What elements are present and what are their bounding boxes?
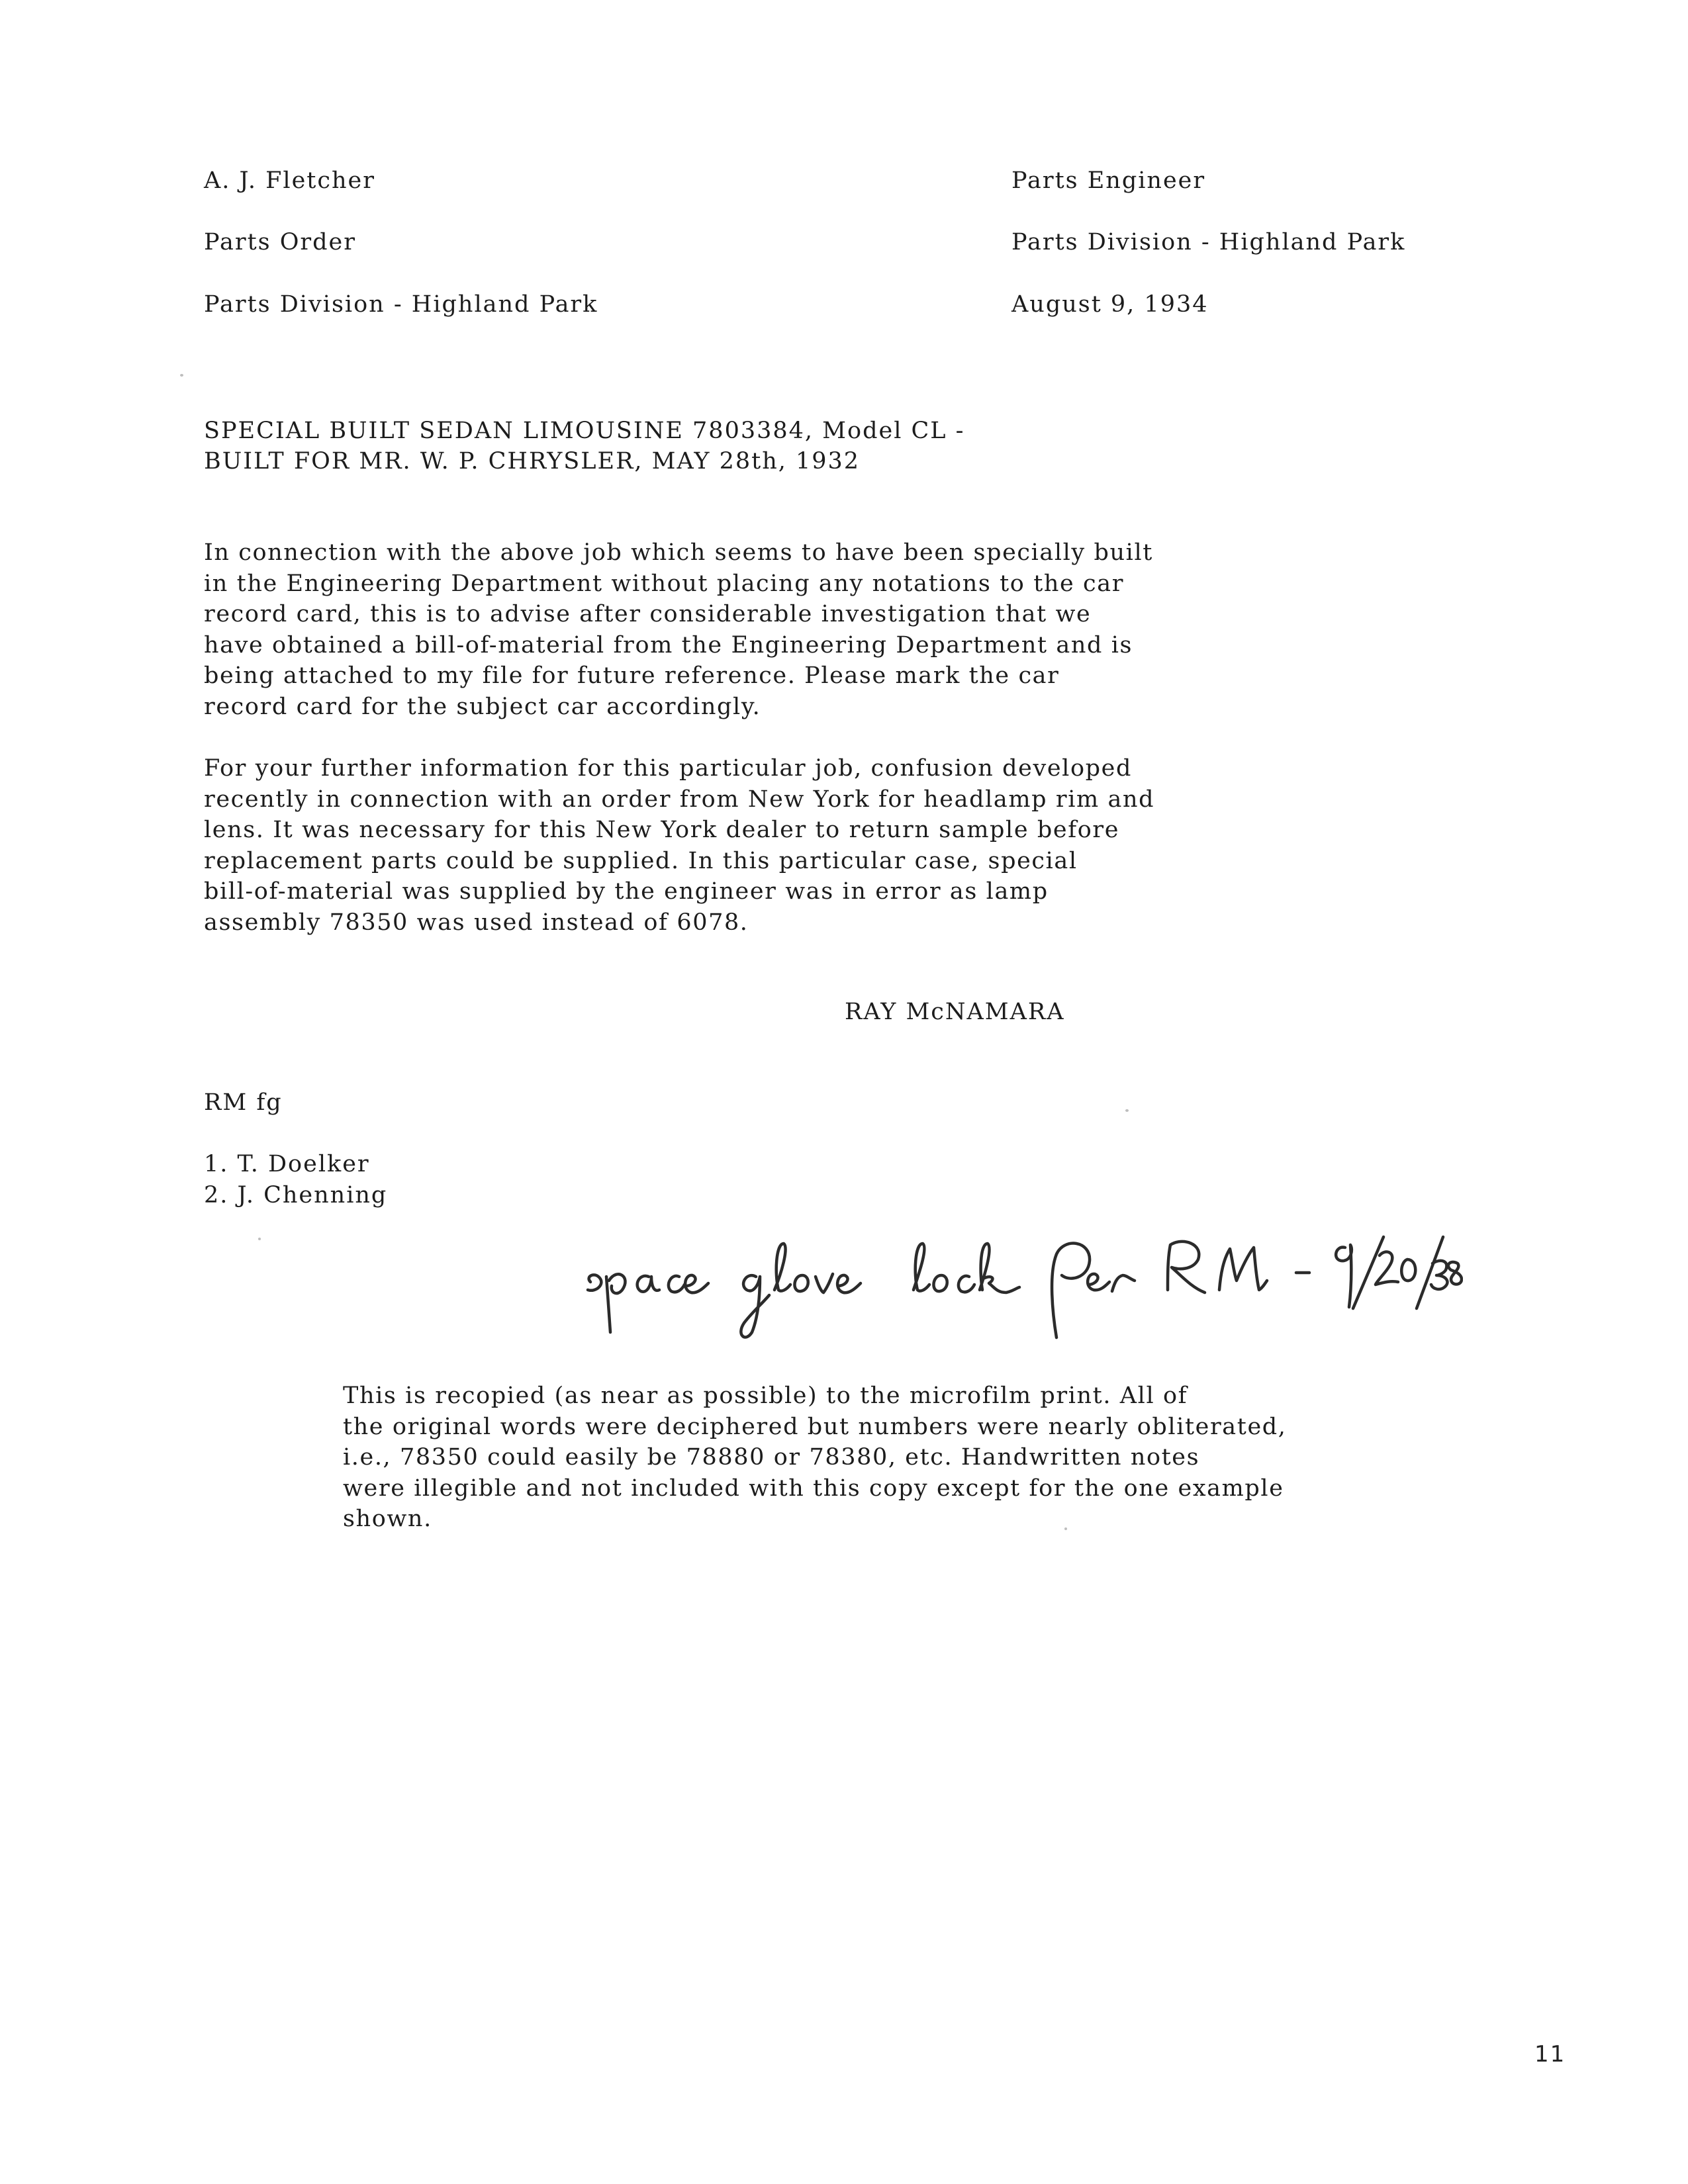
page-number: 11: [1534, 2041, 1566, 2068]
body-paragraph-2-line: For your further information for this particular job, confusion developed: [204, 755, 1132, 782]
transcription-note-line: the original words were deciphered but numbers were nearly obliterated,: [343, 1413, 1287, 1440]
body-paragraph-2-line: assembly 78350 was used instead of 6078.: [204, 909, 749, 936]
body-paragraph-2: [204, 753, 1154, 938]
body-paragraph-2-line: replacement parts could be supplied. In this particular case, special: [204, 847, 1078, 874]
body-paragraph-1-line: record card for the subject car accordingly.: [204, 693, 761, 720]
to-department: Parts Division - Highland Park: [204, 291, 598, 318]
signature: RAY McNAMARA: [845, 999, 1065, 1025]
body-paragraph-2-line: lens. It was necessary for this New York dealer to return sample before: [204, 817, 1120, 843]
transcription-note-line: shown.: [343, 1506, 432, 1532]
transcription-note-line: were illegible and not included with this copy except for the one example: [343, 1475, 1284, 1502]
body-paragraph-2-line: bill-of-material was supplied by the engineer was in error as lamp: [204, 878, 1049, 905]
distribution-item-2: 2. J. Chenning: [204, 1182, 388, 1208]
to-name: A. J. Fletcher: [204, 167, 375, 194]
body-paragraph-1-line: In connection with the above job which seems to have been specially built: [204, 539, 1153, 566]
transcription-note-line: This is recopied (as near as possible) to the microfilm print. All of: [343, 1383, 1188, 1409]
typist-initials: RM fg: [204, 1089, 283, 1116]
memo-date: August 9, 1934: [1011, 291, 1209, 318]
body-paragraph-1-line: have obtained a bill-of-material from the Engineering Department and is: [204, 631, 1133, 659]
transcription-note: [343, 1381, 1286, 1535]
body-paragraph-1-line: in the Engineering Department without placing any notations to the car: [204, 570, 1125, 597]
to-title: Parts Order: [204, 229, 357, 255]
scan-speck: [180, 374, 183, 377]
from-department: Parts Division - Highland Park: [1011, 229, 1406, 255]
scan-speck: [258, 1238, 261, 1240]
body-paragraph-2-line: recently in connection with an order from New York for headlamp rim and: [204, 786, 1155, 813]
distribution-item-1: 1. T. Doelker: [204, 1151, 370, 1177]
subject-line-2: BUILT FOR MR. W. P. CHRYSLER, MAY 28th, 1932: [204, 448, 861, 475]
transcription-note-line: i.e., 78350 could easily be 78880 or 78380, etc. Handwritten notes: [343, 1444, 1200, 1471]
from-title: Parts Engineer: [1011, 167, 1206, 194]
subject-line-1: SPECIAL BUILT SEDAN LIMOUSINE 7803384, Model CL -: [204, 418, 965, 444]
body-paragraph-1-line: being attached to my file for future reference. Please mark the car: [204, 662, 1060, 689]
scan-speck: [1125, 1109, 1129, 1112]
scan-speck: [1064, 1527, 1067, 1530]
body-paragraph-1-line: record card, this is to advise after considerable investigation that we: [204, 601, 1092, 627]
body-paragraph-1: [204, 537, 1153, 722]
handwritten-note: [583, 1221, 1463, 1353]
